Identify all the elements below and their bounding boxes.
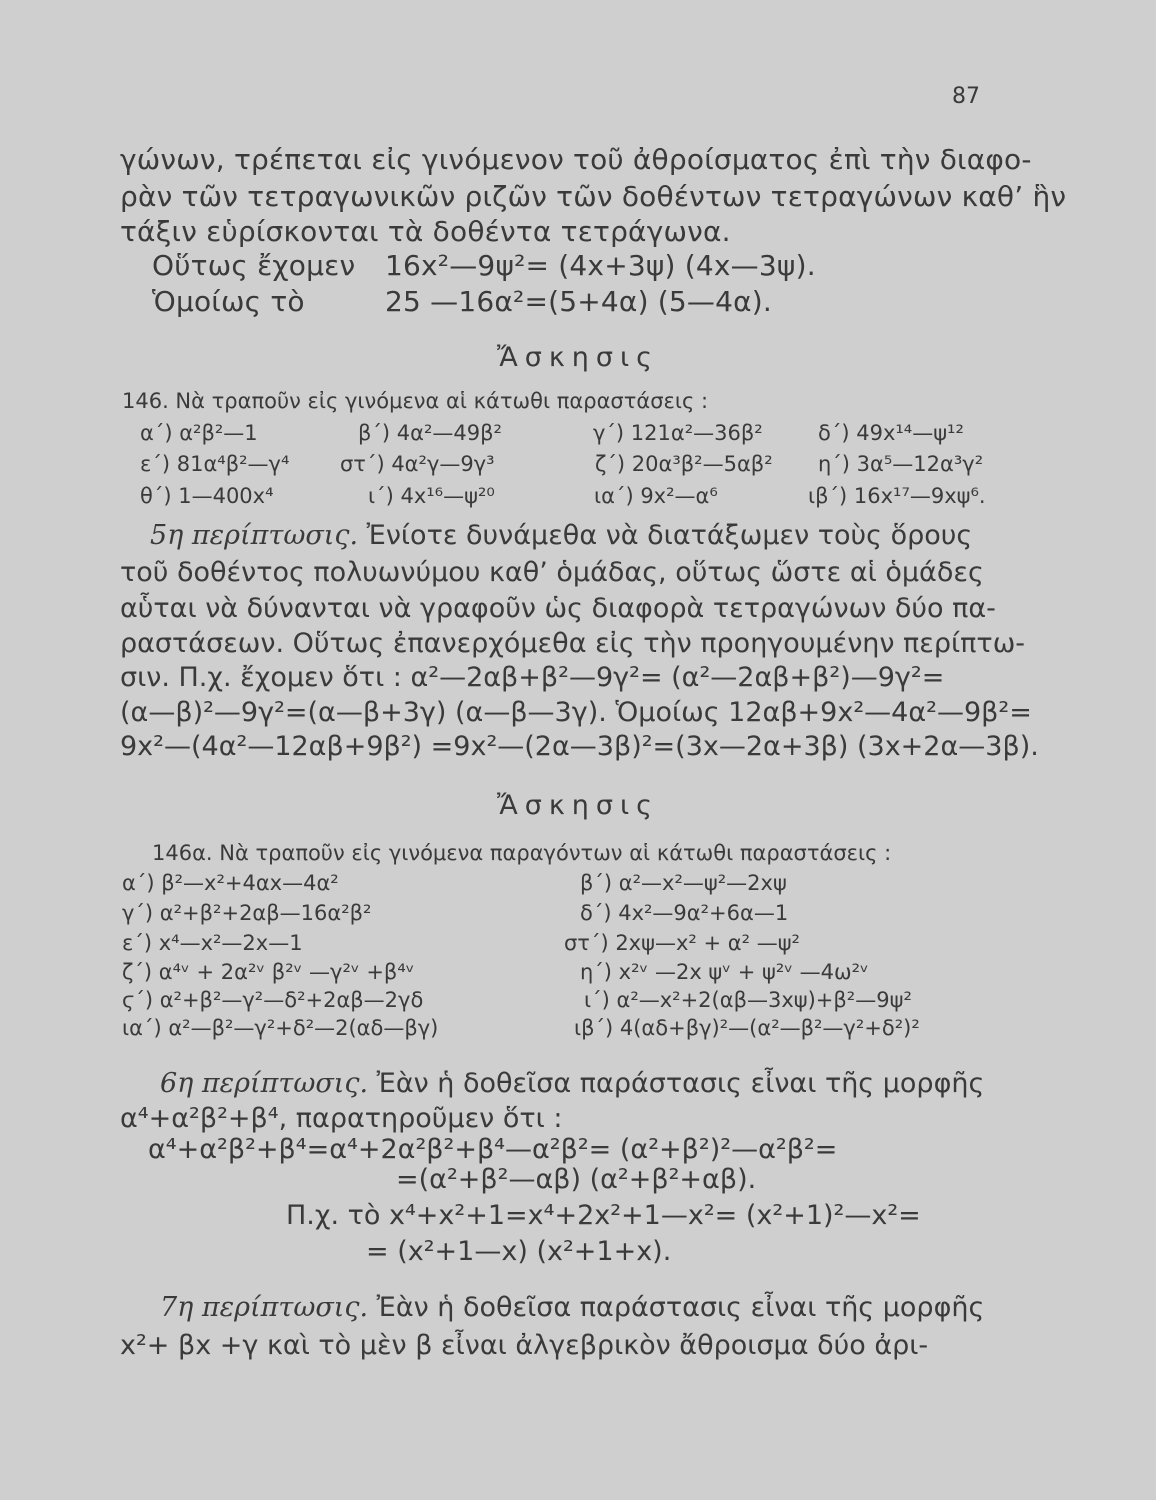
case6-line-2: α⁴+α²β²+β⁴, παρατηροῦμεν ὅτι :: [120, 1103, 563, 1134]
case5-line-1-text: Ἐνίοτε δυνάμεθα νὰ διατάξωμεν τοὺς ὅρους: [358, 520, 973, 551]
ex146a-item: α΄) β²—x²+4αx—4α²: [122, 871, 339, 895]
ex146-item: στ΄) 4α²γ—9γ³: [340, 452, 495, 476]
case6-line-6: = (x²+1—x) (x²+1+x).: [366, 1236, 672, 1267]
ex146a-item: γ΄) α²+β²+2αβ—16α²β²: [122, 901, 372, 925]
intro-line-2: ρὰν τῶν τετραγωνικῶν ριζῶν τῶν δοθέντων τετραγώνων καθ’ ἣν: [120, 180, 1067, 213]
case6-line-4: =(α²+β²—αβ) (α²+β²+αβ).: [396, 1164, 757, 1195]
ex146a-item: ια΄) α²—β²—γ²+δ²—2(αδ—βγ): [122, 1016, 439, 1040]
case5-line-3: αὗται νὰ δύνανται νὰ γραφοῦν ὡς διαφορὰ τετραγώνων δύο πα-: [120, 593, 996, 624]
example2-label: Ὁμοίως τὸ: [152, 285, 305, 318]
case5-line-6: (α—β)²—9γ²=(α—β+3γ) (α—β—3γ). Ὁμοίως 12αβ+9x²—4α²—9β²=: [120, 697, 1032, 728]
ex146a-item: ϛ΄) α²+β²—γ²—δ²+2αβ—2γδ: [122, 988, 424, 1012]
case5-line-4: ραστάσεων. Οὕτως ἐπανερχόμεθα εἰς τὴν προηγουμένην περίπτω-: [120, 628, 1026, 659]
ex146-item: ζ΄) 20α³β²—5αβ²: [595, 452, 773, 476]
case7-line-1: [160, 1292, 984, 1323]
intro-line-1: γώνων, τρέπεται εἰς γινόμενον τοῦ ἀθροίσματος ἐπὶ τὴν διαφο-: [120, 143, 1032, 176]
case5-line-2: τοῦ δοθέντος πολυωνύμου καθ’ ὁμάδας, οὕτως ὥστε αἱ ὁμάδες: [120, 557, 984, 588]
ex146a-item: ιβ΄) 4(αδ+βγ)²—(α²—β²—γ²+δ²)²: [574, 1016, 920, 1040]
case6-line-1-text: Ἐὰν ἡ δοθεῖσα παράστασις εἶναι τῆς μορφῆς: [368, 1068, 985, 1099]
case7-title: 7η περίπτωσις.: [160, 1292, 369, 1323]
ex146-item: δ΄) 49x¹⁴—ψ¹²: [818, 421, 964, 445]
ex146a-item: ι΄) α²—x²+2(αβ—3xψ)+β²—9ψ²: [584, 988, 912, 1012]
ex146-item: ι΄) 4x¹⁶—ψ²⁰: [368, 484, 495, 508]
case6-title: 6η περίπτωσις.: [160, 1068, 369, 1099]
ex146-item: β΄) 4α²—49β²: [358, 421, 502, 445]
ex146-item: α΄) α²β²—1: [140, 421, 258, 445]
ex146-item: θ΄) 1—400x⁴: [140, 484, 274, 508]
case6-line-5: Π.χ. τὸ x⁴+x²+1=x⁴+2x²+1—x²= (x²+1)²—x²=: [286, 1200, 921, 1231]
ex146a-item: η΄) x²ᵛ —2x ψᵛ + ψ²ᵛ —4ω²ᵛ: [580, 960, 869, 984]
ex146a-item: στ΄) 2xψ—x² + α² —ψ²: [564, 931, 800, 955]
ex146-item: γ΄) 121α²—36β²: [593, 421, 763, 445]
example1-formula: 16x²—9ψ²= (4x+3ψ) (4x—3ψ).: [385, 249, 816, 282]
case7-line-2: x²+ βx +γ καὶ τὸ μὲν β εἶναι ἀλγεβρικὸν ἄθροισμα δύο ἀρι-: [120, 1330, 929, 1361]
ex146-item: ιβ΄) 16x¹⁷—9xψ⁶.: [808, 484, 986, 508]
ex146a-item: ε΄) x⁴—x²—2x—1: [122, 931, 303, 955]
example2-formula: 25 —16α²=(5+4α) (5—4α).: [385, 285, 773, 318]
page-number: 87: [952, 84, 980, 109]
case5-line-5: σιν. Π.χ. ἔχομεν ὅτι : α²—2αβ+β²—9γ²= (α²—2αβ+β²)—9γ²=: [120, 662, 945, 693]
ex146a-item: ζ΄) α⁴ᵛ + 2α²ᵛ β²ᵛ —γ²ᵛ +β⁴ᵛ: [122, 960, 415, 984]
case6-line-3: α⁴+α²β²+β⁴=α⁴+2α²β²+β⁴—α²β²= (α²+β²)²—α²β²=: [148, 1134, 838, 1165]
ex146-item: η΄) 3α⁵—12α³γ²: [818, 452, 984, 476]
case7-line-1-text: Ἐὰν ἡ δοθεῖσα παράστασις εἶναι τῆς μορφῆς: [368, 1292, 985, 1323]
ex146a-item: β΄) α²—x²—ψ²—2xψ: [580, 871, 787, 895]
intro-line-3: τάξιν εὑρίσκονται τὰ δοθέντα τετράγωνα.: [120, 215, 731, 248]
case6-line-1: [160, 1068, 984, 1099]
exercise-146-caption: 146. Νὰ τραποῦν εἰς γινόμενα αἱ κάτωθι παραστάσεις :: [122, 389, 709, 413]
example1-label: Οὕτως ἔχομεν: [152, 249, 356, 282]
case5-title: 5η περίπτωσις.: [150, 520, 359, 551]
case5-line-1: [150, 520, 972, 551]
ex146-item: ε΄) 81α⁴β²—γ⁴: [140, 452, 290, 476]
exercise-146a-caption: 146α. Νὰ τραποῦν εἰς γινόμενα παραγόντων αἱ κάτωθι παραστάσεις :: [152, 841, 892, 865]
exercise-heading-2: Ἄσκησις: [497, 790, 659, 821]
case5-line-7: 9x²—(4α²—12αβ+9β²) =9x²—(2α—3β)²=(3x—2α+3β) (3x+2α—3β).: [120, 731, 1039, 762]
ex146-item: ια΄) 9x²—α⁶: [594, 484, 718, 508]
ex146a-item: δ΄) 4x²—9α²+6α—1: [580, 901, 789, 925]
exercise-heading-1: Ἄσκησις: [497, 342, 659, 373]
